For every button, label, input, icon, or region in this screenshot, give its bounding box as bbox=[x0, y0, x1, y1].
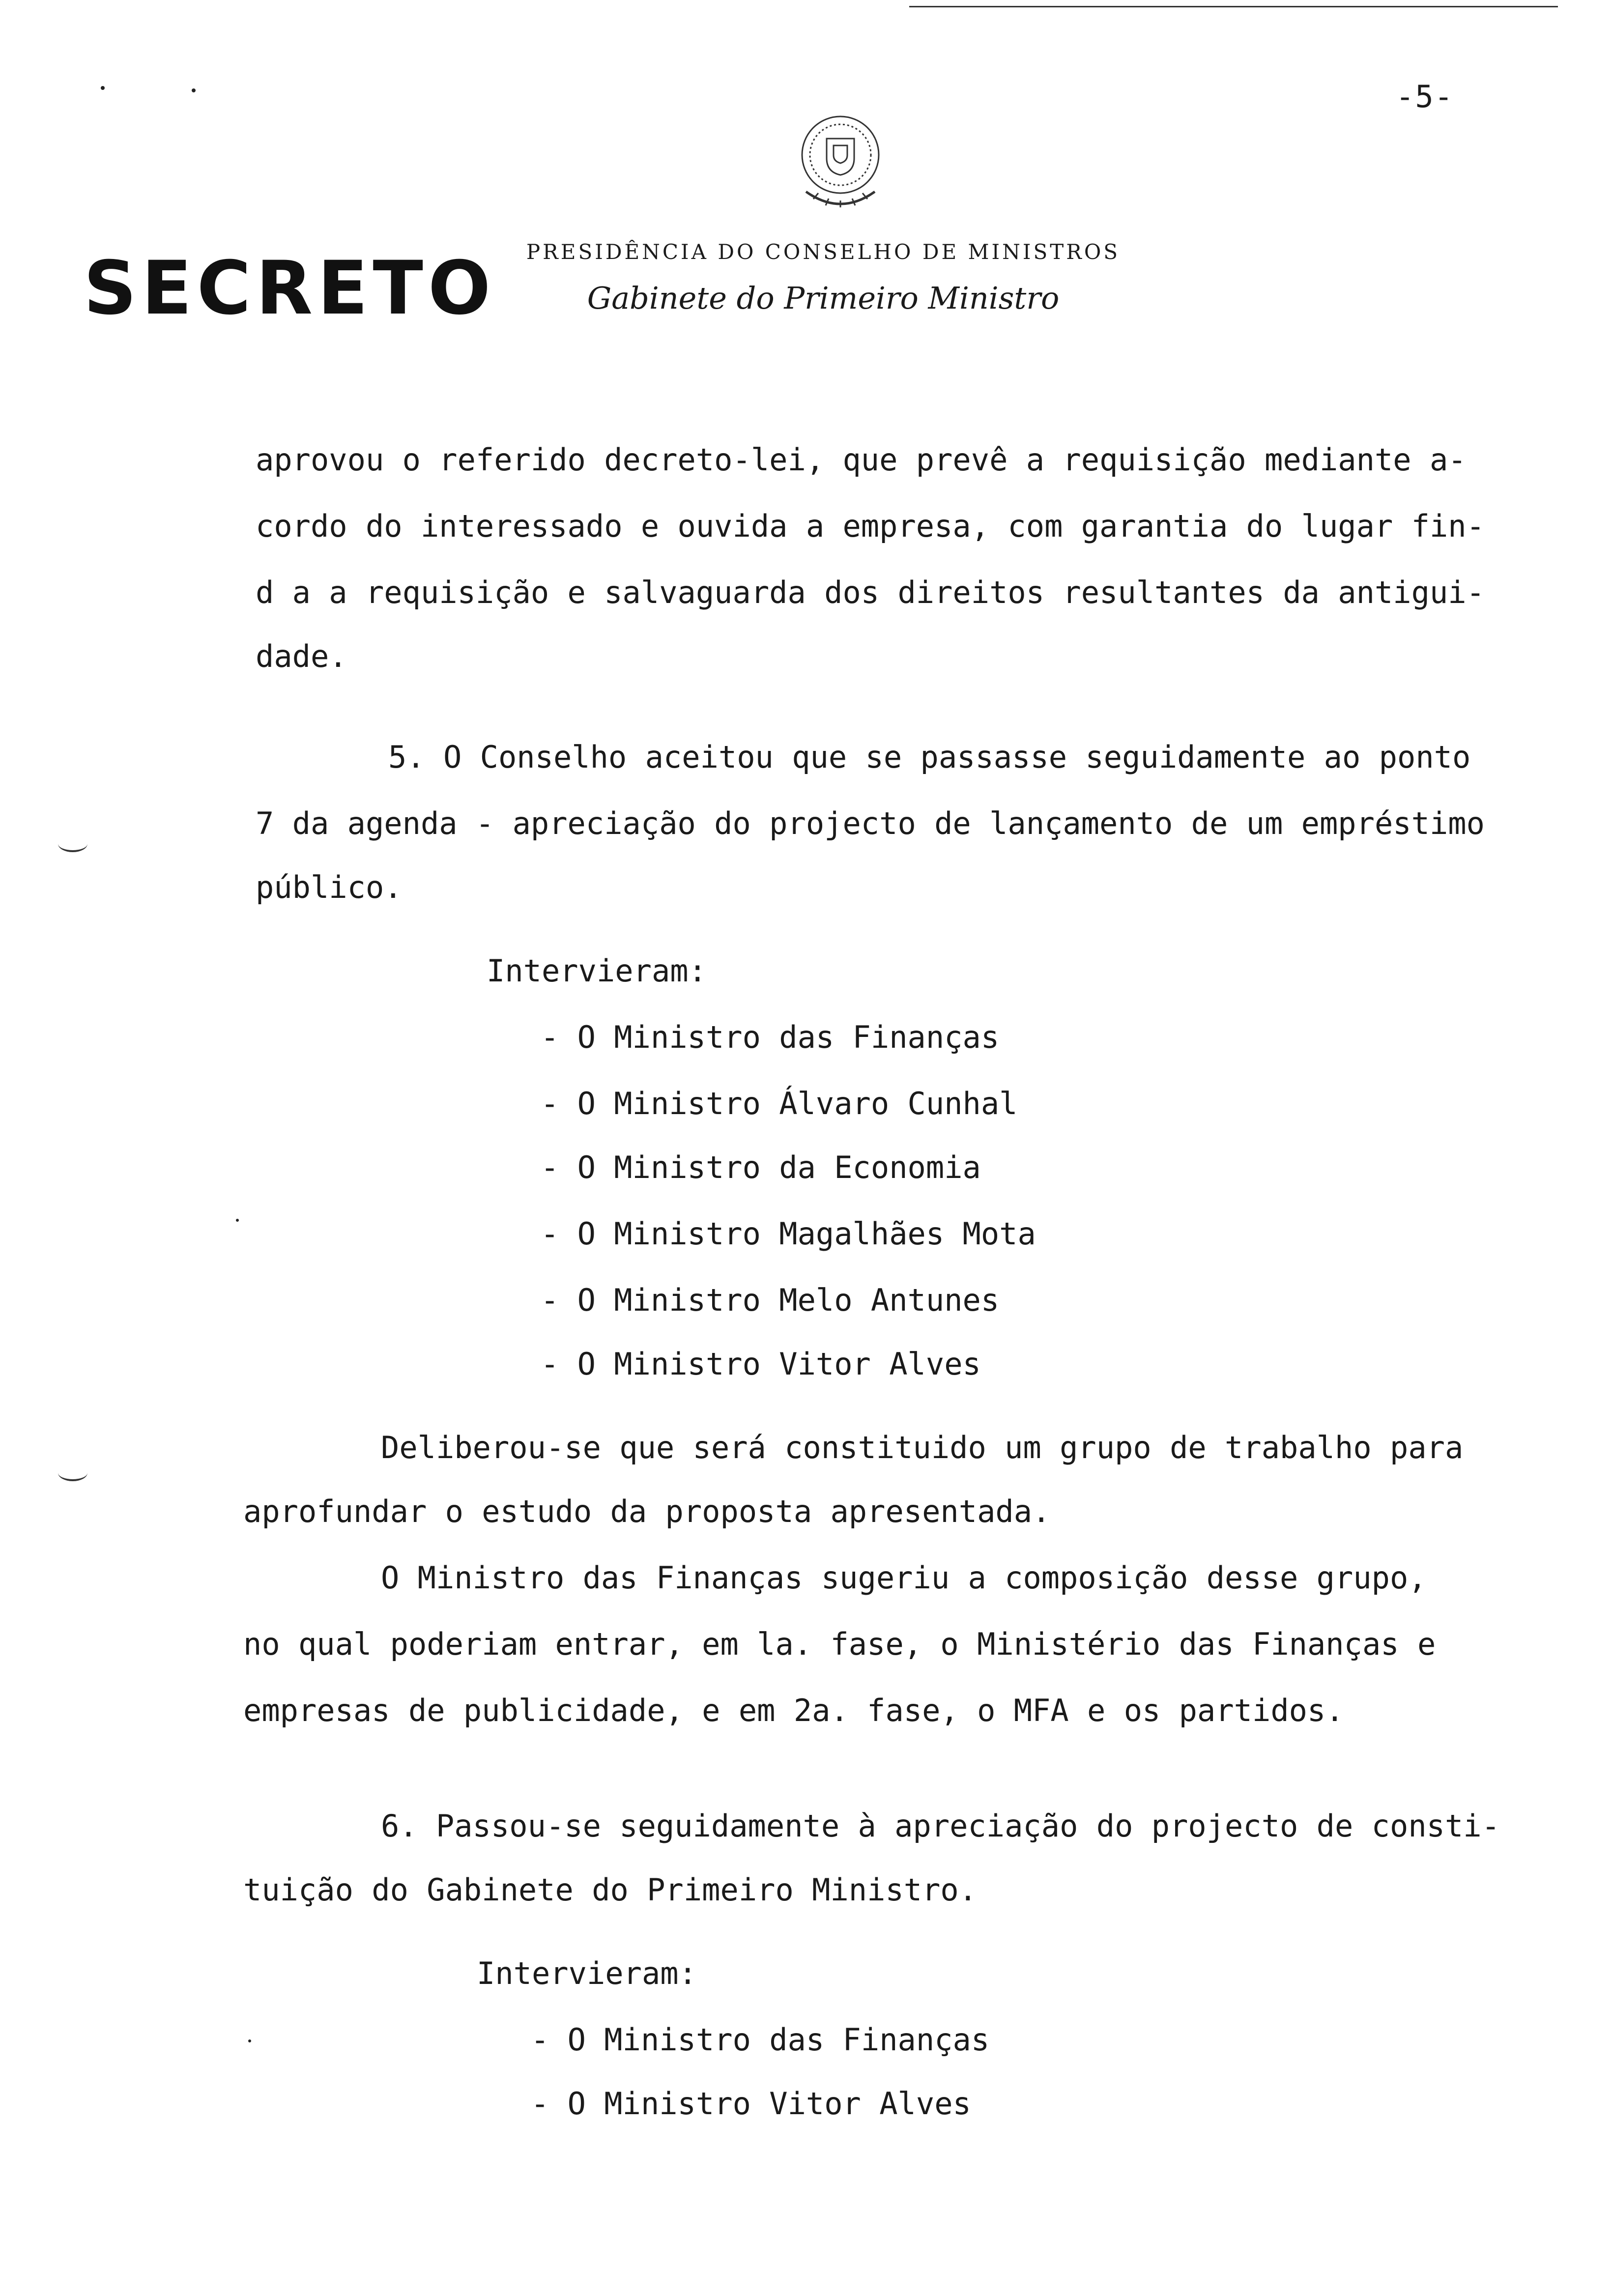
body-line: dade. bbox=[256, 638, 347, 674]
portuguese-coat-of-arms-icon bbox=[791, 108, 890, 221]
body-line: cordo do interessado e ouvida a empresa, com garantia do lugar fin- bbox=[256, 508, 1485, 544]
margin-speck bbox=[236, 1219, 239, 1222]
margin-mark bbox=[58, 835, 87, 852]
deliberation-line: aprofundar o estudo da proposta apresentada. bbox=[243, 1493, 1051, 1529]
body-line: aprovou o referido decreto-lei, que prevê a requisição mediante a- bbox=[256, 442, 1467, 478]
section-5-heading-line: 5. O Conselho aceitou que se passasse seguidamente ao ponto bbox=[388, 739, 1471, 775]
classification-stamp: SECRETO bbox=[84, 246, 496, 331]
finance-line: O Ministro das Finanças sugeriu a composição desse grupo, bbox=[381, 1560, 1427, 1596]
margin-speck bbox=[248, 2039, 251, 2042]
speaker-item: - O Ministro das Finanças bbox=[531, 2022, 990, 2058]
speaker-item: - O Ministro Melo Antunes bbox=[541, 1282, 1000, 1318]
section-6-heading-line: 6. Passou-se seguidamente à apreciação do projecto de consti- bbox=[381, 1808, 1500, 1844]
speaker-item: - O Ministro Magalhães Mota bbox=[541, 1216, 1036, 1252]
speaker-item: - O Ministro da Economia bbox=[541, 1149, 981, 1185]
finance-line: empresas de publicidade, e em 2a. fase, o MFA e os partidos. bbox=[243, 1693, 1344, 1728]
speaker-item: - O Ministro Vitor Alves bbox=[531, 2086, 971, 2122]
intervieram-label: Intervieram: bbox=[487, 953, 707, 989]
speaker-item: - O Ministro das Finanças bbox=[541, 1019, 1000, 1055]
top-rule bbox=[909, 6, 1558, 7]
margin-speck bbox=[101, 86, 105, 90]
office-subheading: Gabinete do Primeiro Ministro bbox=[587, 280, 1060, 316]
institution-heading: PRESIDÊNCIA DO CONSELHO DE MINISTROS bbox=[526, 240, 1121, 264]
body-line: tuição do Gabinete do Primeiro Ministro. bbox=[243, 1872, 978, 1908]
speaker-item: - O Ministro Vitor Alves bbox=[541, 1346, 981, 1382]
margin-mark bbox=[58, 1464, 87, 1481]
body-line: d a a requisição e salvaguarda dos direitos resultantes da antigui- bbox=[256, 574, 1485, 610]
body-line: público. bbox=[256, 869, 403, 905]
deliberation-line: Deliberou-se que será constituido um grupo de trabalho para bbox=[381, 1430, 1464, 1465]
speaker-item: - O Ministro Álvaro Cunhal bbox=[541, 1086, 1018, 1121]
body-line: 7 da agenda - apreciação do projecto de lançamento de um empréstimo bbox=[256, 805, 1485, 841]
page-number: -5- bbox=[1396, 79, 1454, 115]
intervieram-label: Intervieram: bbox=[477, 1955, 697, 1991]
margin-speck bbox=[192, 88, 196, 92]
finance-line: no qual poderiam entrar, em la. fase, o Ministério das Finanças e bbox=[243, 1626, 1436, 1662]
